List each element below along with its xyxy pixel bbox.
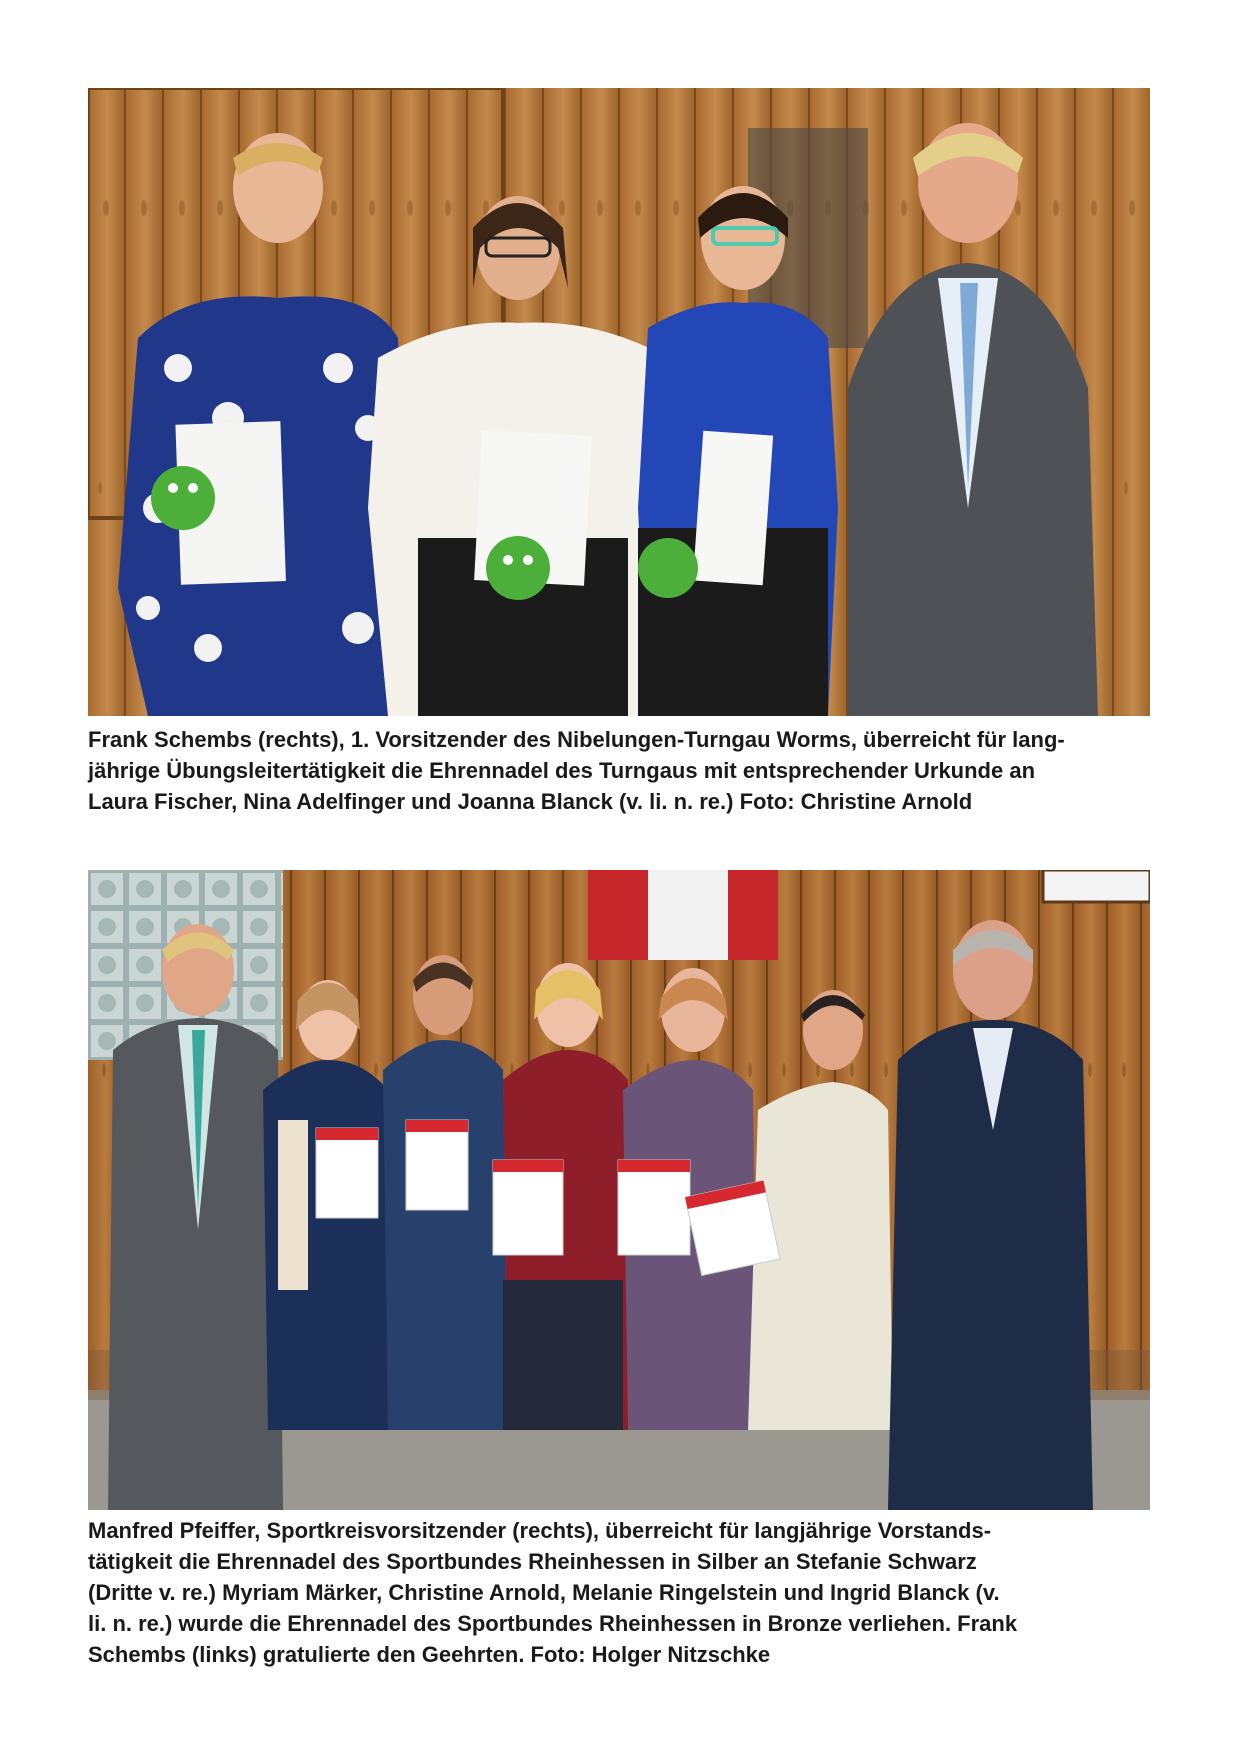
caption-line: li. n. re.) wurde die Ehrennadel des Sportbundes Rheinhessen in Bronze verliehen. Frank xyxy=(88,1611,1018,1636)
caption-line: Manfred Pfeiffer, Sportkreisvorsitzender (rechts), überreicht für langjährige Vorstands- xyxy=(88,1518,992,1543)
photo-1-caption xyxy=(88,724,1168,817)
photo-2-illustration xyxy=(88,870,1150,1510)
photo-1-illustration xyxy=(88,88,1150,716)
caption-line: tätigkeit die Ehrennadel des Sportbundes Rheinhessen in Silber an Stefanie Schwarz xyxy=(88,1549,977,1574)
caption-line: Laura Fischer, Nina Adelfinger und Joanna Blanck (v. li. n. re.) Foto: Christine Arnold xyxy=(88,789,973,814)
caption-line: (Dritte v. re.) Myriam Märker, Christine Arnold, Melanie Ringelstein und Ingrid Blanck (v. xyxy=(88,1580,1000,1605)
caption-line: jährige Übungsleitertätigkeit die Ehrennadel des Turngaus mit entsprechender Urkunde an xyxy=(88,758,1036,783)
photo-award-sportbund xyxy=(88,870,1150,1510)
caption-line: Frank Schembs (rechts), 1. Vorsitzender des Nibelungen-Turngau Worms, überreicht für lang- xyxy=(88,727,1065,752)
photo-award-turngau xyxy=(88,88,1150,716)
caption-line: Schembs (links) gratulierte den Geehrten. Foto: Holger Nitzschke xyxy=(88,1642,771,1667)
photo-2-caption xyxy=(88,1515,1168,1670)
